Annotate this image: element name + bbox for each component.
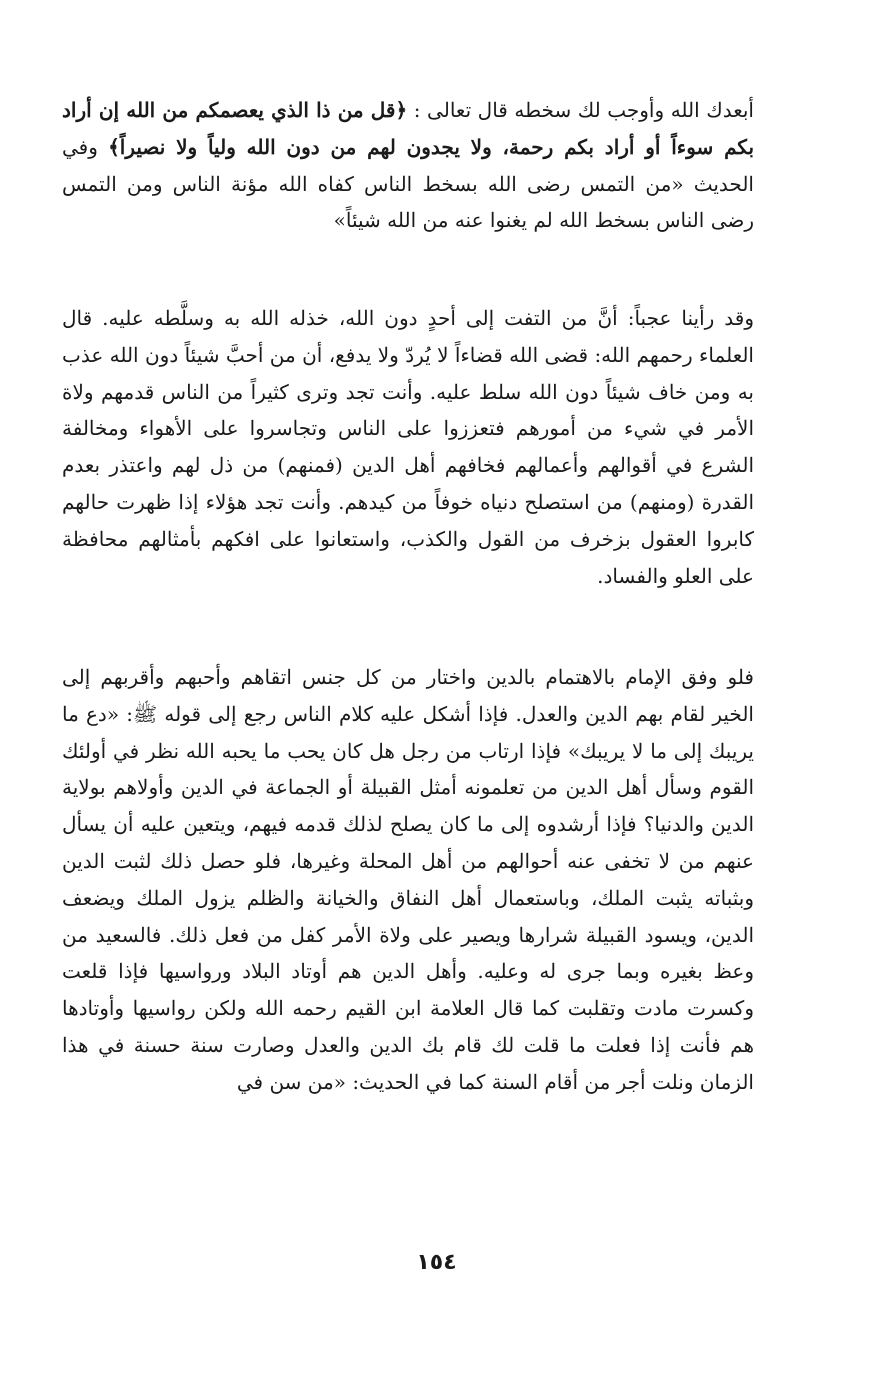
paragraph-3: فلو وفق الإمام بالاهتمام بالدين واختار من كل جنس اتقاهم وأحبهم وأقربهم إلى الخير لقام بهم الدين والعدل. فإذا أشكل عليه كلام الناس رجع إلى قوله ﷺ: «دع ما يريبك إلى ما لا يريبك» فإذا ارتاب من رجل هل كان يحب ما يحبه الله نظر في أولئك القوم وسأل أهل الدين من تعلمونه أمثل القبيلة أو الجماعة في الدين وأولاهم بولاية الدين والدنيا؟ فإذا أرشدوه إلى ما كان يصلح لذلك قدمه فيهم، ويتعين عليه أن يسأل عنهم من لا تخفى عنه أحوالهم من أهل المحلة وغيرها، فلو حصل ذلك لثبت الدين وبثباته يثبت الملك، وباستعمال أهل النفاق والخيانة والظلم يزول الملك ويضعف الدين، ويسود القبيلة شرارها ويصير على ولاة الأمر كفل من فعل ذلك. فالسعيد من وعظ بغيره وبما جرى له وعليه. وأهل الدين هم أوتاد البلاد ورواسيها فإذا قلعت وكسرت مادت وتقلبت كما قال العلامة ابن القيم رحمه الله ولكن رواسيها وأوتادها هم فأنت إذا فعلت ما قلت لك قام بك الدين والعدل وصارت سنة حسنة في هذا الزمان ونلت أجر من أقام السنة كما في الحديث: «من سن في [62, 665, 754, 1094]
page-number: ١٥٤ [416, 1250, 457, 1275]
hadith-quote: وفي الحديث «من التمس رضى الله بسخط الناس كفاه الله مؤنة الناس ومن التمس رضى الناس بسخط الله لم يغنوا عنه من الله شيئاً» [62, 134, 754, 233]
paragraph-1 [62, 92, 754, 276]
paragraph-1-intro: أبعدك الله وأوجب لك سخطه قال تعالى : [407, 98, 754, 122]
page-body [62, 92, 754, 1211]
quran-verse: ﴿قل من ذا الذي يعصمكم من الله إن أراد بكم سوءاً أو أراد بكم رحمة، ولا يجدون لهم من دون الله ولياً ولا نصيراً﴾ [62, 98, 754, 159]
paragraph-2: وقد رأينا عجباً: أنَّ من التفت إلى أحدٍ دون الله، خذله الله به وسلَّطه عليه. قال العلماء رحمهم الله: قضى الله قضاءاً لا يُردّ ولا يدفع، أن من أحبَّ شيئاً دون الله عذب به ومن خاف شيئاً دون الله سلط عليه. وأنت تجد وترى كثيراً من الناس قدمهم ولاة الأمر في شيء من أمورهم فتعززوا على الناس وتجاسروا على الأهواء ومخالفة الشرع في أقوالهم وأعمالهم فخافهم أهل الدين (فمنهم) من ذل لهم واعتذر بعدم القدرة (ومنهم) من استصلح دنياه خوفاً من كيدهم. وأنت تجد هؤلاء إذا ظهرت حالهم كابروا العقول بزخرف من القول والكذب، واستعانوا على افكهم بأمثالهم محافظة على العلو والفساد. [62, 306, 754, 588]
